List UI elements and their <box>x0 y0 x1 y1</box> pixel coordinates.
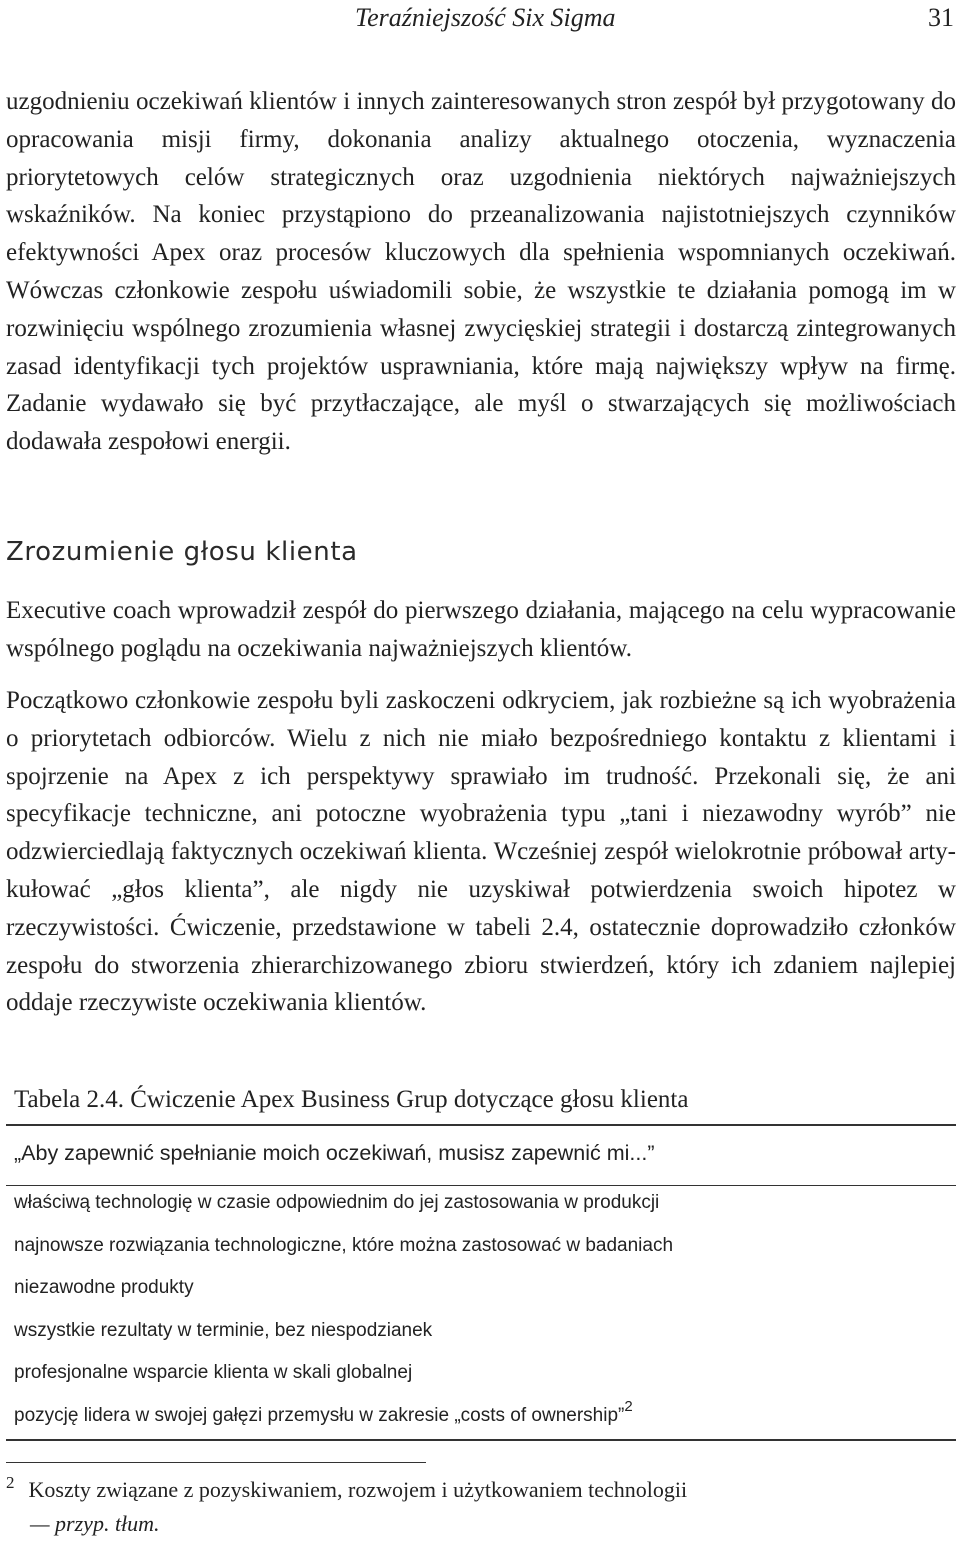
table-row-text: pozycję lidera w swojej gałęzi przemysłu w zakresie „costs of ownership” <box>14 1404 625 1426</box>
table-row <box>14 1397 673 1444</box>
table-body <box>14 1188 673 1443</box>
footnote-reference: 2 <box>624 1397 633 1415</box>
section-heading: Zrozumienie głosu klienta <box>6 537 358 567</box>
table-row <box>14 1273 673 1316</box>
footnote-text: Koszty związane z pozyskiwaniem, rozwojem i użytkowaniem technologii <box>28 1477 688 1502</box>
table-bottom-rule <box>6 1439 956 1441</box>
table-row-text: profesjonalne wsparcie klienta w skali globalnej <box>14 1362 413 1383</box>
paragraph-1: uzgodnieniu oczekiwań klientów i innych zainteresowanych stron zespół był przygotowany do opracowania misji firmy, dokonania analizy aktualnego otoczenia, wyznaczenia priorytetowych celów strategicznych oraz uzgodnienia niektórych najważniejszych wskaźników. Na koniec przystąpiono do przeanalizowania najistotniejszych czynników efektywności Apex oraz procesów kluczowych dla spełnienia wspomnianych oczekiwań. Wówczas członkowie zespołu uświadomili sobie, że wszystkie te działania pomogą im w rozwinięciu wspólnego zrozumienia własnej zwycięskiej strategii i dostarczą zintegrowanych zasad identyfikacji tych projektów usprawniania, które mają największy wpływ na firmę. Zadanie wydawało się być przytłaczające, ale myśl o stwarzających się możliwościach dodawała zespołowi energii. <box>6 88 956 456</box>
table-top-rule <box>6 1124 956 1126</box>
page-number: 31 <box>928 3 954 32</box>
table-caption: Tabela 2.4. Ćwiczenie Apex Business Grup dotyczące głosu klienta <box>14 1086 689 1113</box>
table-row-text: najnowsze rozwiązania technologiczne, które można zastosować w badaniach <box>14 1234 674 1256</box>
table-row-text: wszystkie rezultaty w terminie, bez niespodzianek <box>14 1319 433 1341</box>
translator-note: — przyp. tłum. <box>30 1511 160 1536</box>
table-header-rule <box>6 1185 956 1186</box>
footnote <box>6 1473 956 1541</box>
footnote-separator <box>6 1462 426 1463</box>
paragraph-2: Executive coach wprowadził zespół do pierwszego działania, mającego na celu wypracowanie wspólnego poglądu na oczekiwania najważniejszych klientów. <box>6 597 956 662</box>
table-row <box>14 1358 673 1401</box>
table-row <box>14 1231 673 1274</box>
paragraph-3: Początkowo członkowie zespołu byli zaskoczeni odkryciem, jak rozbieżne są ich wyobrażenia o priorytetach odbiorców. Wielu z nich nie miało bezpośredniego kontaktu z klientami i spojrzenie na Apex z ich perspektywy sprawiało im trudność. Przekonali się, że ani specyfikacje techniczne, ani potoczne wyobrażenia typu „tani i niezawodny wyrób” nie odzwierciedlają faktycznych oczekiwań klienta. Wcześniej zespół wielokrotnie próbował artykułować „głos klienta”, ale nigdy nie uzyskiwał potwierdzenia swoich hipotez w rzeczywistości. Ćwiczenie, przedstawione w tabeli 2.4, ostatecznie doprowadziło członków zespołu do stworzenia zhierarchizowanego zbioru stwierdzeń, który ich zdaniem najlepiej oddaje rzeczywiste oczekiwania klientów. <box>6 687 956 1017</box>
table-row-text: niezawodne produkty <box>14 1277 194 1298</box>
table-row <box>14 1316 673 1359</box>
table-row-text: właściwą technologię w czasie odpowiednim do jej zastosowania w produkcji <box>14 1192 660 1213</box>
table-row <box>14 1188 673 1231</box>
footnote-mark: 2 <box>6 1473 15 1492</box>
running-title: Teraźniejszość Six Sigma <box>355 3 616 32</box>
table-header: „Aby zapewnić spełnianie moich oczekiwań, musisz zapewnić mi...” <box>14 1141 655 1165</box>
